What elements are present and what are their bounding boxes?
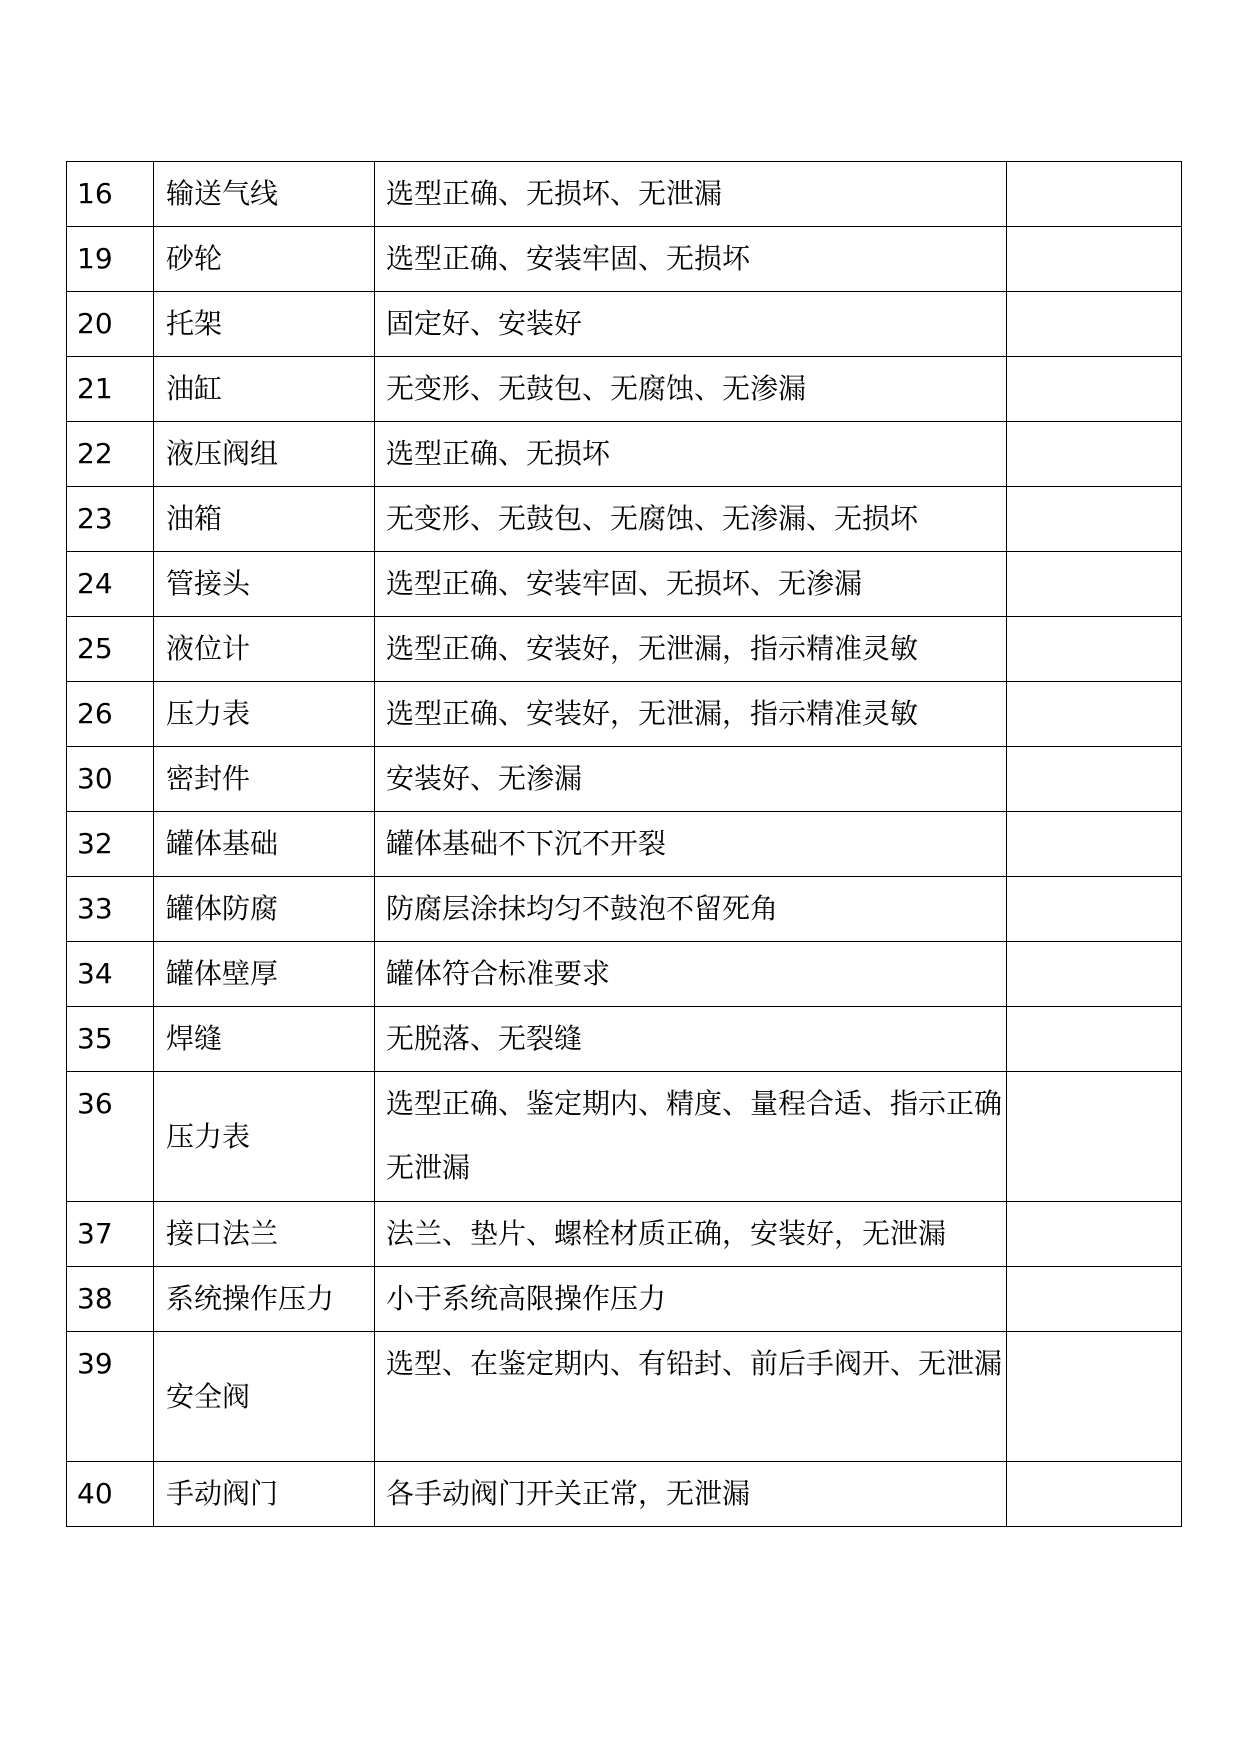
- item-name-cell: 油箱: [154, 487, 375, 552]
- item-name-cell: 托架: [154, 292, 375, 357]
- item-name-cell: 罐体基础: [154, 812, 375, 877]
- table-row: [67, 227, 1182, 292]
- table-row: [67, 1007, 1182, 1072]
- remark-cell: [1007, 1462, 1182, 1527]
- row-number-cell: 33: [67, 877, 154, 942]
- item-name-cell: 接口法兰: [154, 1202, 375, 1267]
- table-row: [67, 357, 1182, 422]
- row-number-cell: 38: [67, 1267, 154, 1332]
- table-row: [67, 812, 1182, 877]
- requirement-cell: 选型正确、安装好，无泄漏，指示精准灵敏: [375, 617, 1007, 682]
- row-number-cell: 26: [67, 682, 154, 747]
- table-row: [67, 682, 1182, 747]
- table-row: [67, 552, 1182, 617]
- row-number-cell: 25: [67, 617, 154, 682]
- remark-cell: [1007, 227, 1182, 292]
- row-number-cell: 35: [67, 1007, 154, 1072]
- row-number-cell: 39: [67, 1332, 154, 1462]
- remark-cell: [1007, 942, 1182, 1007]
- requirement-cell: 罐体基础不下沉不开裂: [375, 812, 1007, 877]
- table-row: [67, 1462, 1182, 1527]
- table-row: [67, 747, 1182, 812]
- requirement-cell: 无脱落、无裂缝: [375, 1007, 1007, 1072]
- row-number-cell: 22: [67, 422, 154, 487]
- remark-cell: [1007, 1072, 1182, 1202]
- row-number-cell: 16: [67, 162, 154, 227]
- requirement-cell: 法兰、垫片、螺栓材质正确，安装好，无泄漏: [375, 1202, 1007, 1267]
- table-row: [67, 422, 1182, 487]
- requirement-cell: 选型正确、无损坏、无泄漏: [375, 162, 1007, 227]
- remark-cell: [1007, 682, 1182, 747]
- table-row: [67, 1332, 1182, 1462]
- item-name-cell: 压力表: [154, 1072, 375, 1202]
- item-name-cell: 系统操作压力: [154, 1267, 375, 1332]
- remark-cell: [1007, 747, 1182, 812]
- item-name-cell: 手动阀门: [154, 1462, 375, 1527]
- remark-cell: [1007, 1202, 1182, 1267]
- table-row: [67, 292, 1182, 357]
- item-name-cell: 油缸: [154, 357, 375, 422]
- item-name-cell: 罐体壁厚: [154, 942, 375, 1007]
- row-number-cell: 36: [67, 1072, 154, 1202]
- remark-cell: [1007, 1267, 1182, 1332]
- table-row: [67, 877, 1182, 942]
- table-row: [67, 1072, 1182, 1202]
- item-name-cell: 焊缝: [154, 1007, 375, 1072]
- item-name-cell: 密封件: [154, 747, 375, 812]
- remark-cell: [1007, 552, 1182, 617]
- remark-cell: [1007, 1332, 1182, 1462]
- table-row: [67, 162, 1182, 227]
- row-number-cell: 40: [67, 1462, 154, 1527]
- row-number-cell: 24: [67, 552, 154, 617]
- item-name-cell: 砂轮: [154, 227, 375, 292]
- requirement-cell: 防腐层涂抹均匀不鼓泡不留死角: [375, 877, 1007, 942]
- item-name-cell: 液位计: [154, 617, 375, 682]
- item-name-cell: 输送气线: [154, 162, 375, 227]
- row-number-cell: 37: [67, 1202, 154, 1267]
- inspection-table: [66, 161, 1182, 1527]
- requirement-cell: 固定好、安装好: [375, 292, 1007, 357]
- table-body: [67, 162, 1182, 1527]
- item-name-cell: 液压阀组: [154, 422, 375, 487]
- requirement-cell: 选型、在鉴定期内、有铅封、前后手阀开、无泄漏: [375, 1332, 1007, 1462]
- remark-cell: [1007, 487, 1182, 552]
- item-name-cell: 安全阀: [154, 1332, 375, 1462]
- row-number-cell: 21: [67, 357, 154, 422]
- table-row: [67, 1267, 1182, 1332]
- requirement-cell: 选型正确、安装牢固、无损坏: [375, 227, 1007, 292]
- remark-cell: [1007, 1007, 1182, 1072]
- requirement-cell: 安装好、无渗漏: [375, 747, 1007, 812]
- requirement-cell: 选型正确、安装牢固、无损坏、无渗漏: [375, 552, 1007, 617]
- remark-cell: [1007, 162, 1182, 227]
- row-number-cell: 23: [67, 487, 154, 552]
- requirement-cell: 选型正确、无损坏: [375, 422, 1007, 487]
- table-row: [67, 1202, 1182, 1267]
- row-number-cell: 34: [67, 942, 154, 1007]
- requirement-cell: 选型正确、鉴定期内、精度、量程合适、指示正确无泄漏: [375, 1072, 1007, 1202]
- item-name-cell: 压力表: [154, 682, 375, 747]
- row-number-cell: 19: [67, 227, 154, 292]
- requirement-cell: 无变形、无鼓包、无腐蚀、无渗漏: [375, 357, 1007, 422]
- requirement-cell: 罐体符合标准要求: [375, 942, 1007, 1007]
- requirement-cell: 各手动阀门开关正常，无泄漏: [375, 1462, 1007, 1527]
- remark-cell: [1007, 422, 1182, 487]
- table-row: [67, 942, 1182, 1007]
- remark-cell: [1007, 357, 1182, 422]
- item-name-cell: 罐体防腐: [154, 877, 375, 942]
- item-name-cell: 管接头: [154, 552, 375, 617]
- row-number-cell: 20: [67, 292, 154, 357]
- requirement-cell: 无变形、无鼓包、无腐蚀、无渗漏、无损坏: [375, 487, 1007, 552]
- requirement-cell: 选型正确、安装好，无泄漏，指示精准灵敏: [375, 682, 1007, 747]
- row-number-cell: 32: [67, 812, 154, 877]
- requirement-cell: 小于系统高限操作压力: [375, 1267, 1007, 1332]
- table-row: [67, 617, 1182, 682]
- remark-cell: [1007, 877, 1182, 942]
- remark-cell: [1007, 292, 1182, 357]
- remark-cell: [1007, 617, 1182, 682]
- remark-cell: [1007, 812, 1182, 877]
- table-row: [67, 487, 1182, 552]
- row-number-cell: 30: [67, 747, 154, 812]
